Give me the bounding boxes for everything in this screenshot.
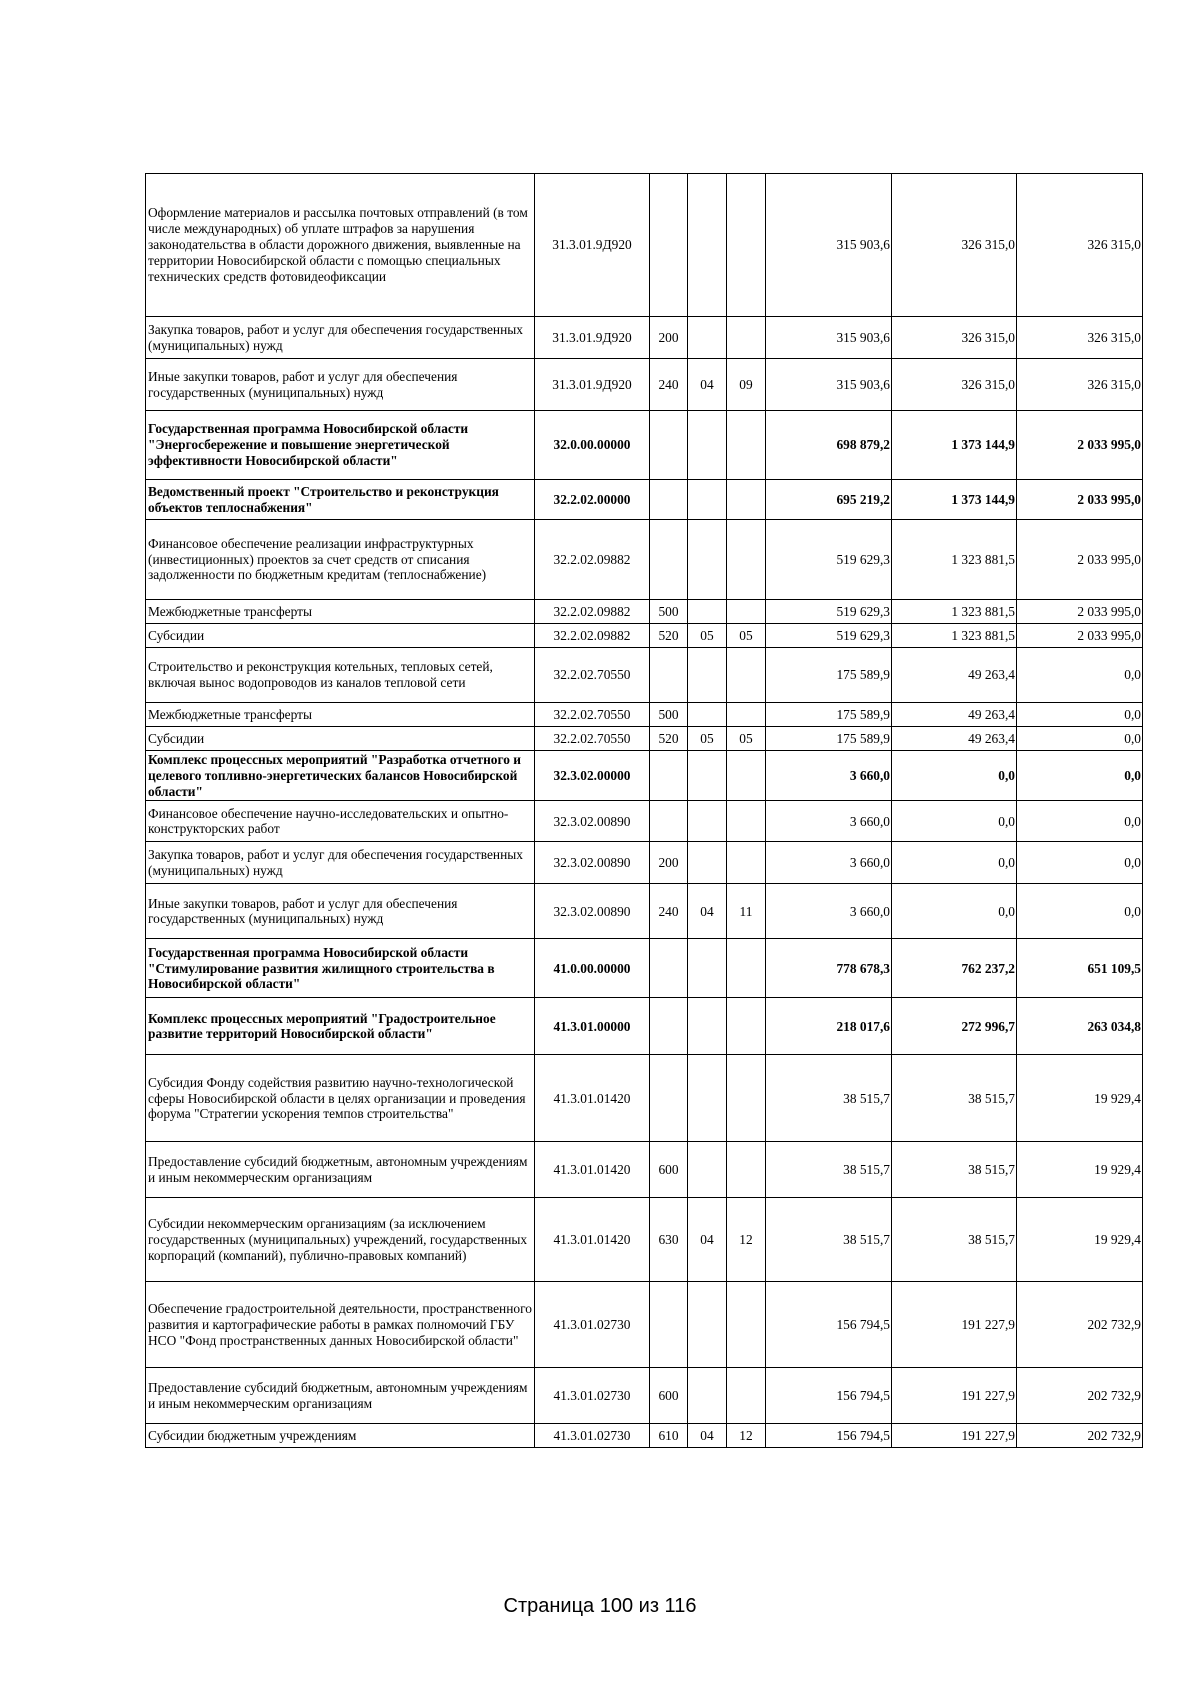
subsection-cell [727,1055,766,1142]
expense-type-cell: 500 [650,600,688,624]
expense-type-cell [650,1055,688,1142]
amount-year-3-cell: 326 315,0 [1017,359,1143,411]
amount-year-2-cell: 49 263,4 [892,727,1017,751]
expense-type-cell: 200 [650,842,688,884]
row-name-cell: Субсидии [146,727,535,751]
target-article-cell: 32.2.02.09882 [535,600,650,624]
row-name-cell: Межбюджетные трансферты [146,703,535,727]
amount-year-2-cell: 1 323 881,5 [892,520,1017,600]
subsection-cell: 12 [727,1198,766,1282]
amount-year-1-cell: 315 903,6 [766,174,892,317]
amount-year-3-cell: 2 033 995,0 [1017,411,1143,480]
amount-year-3-cell: 2 033 995,0 [1017,480,1143,520]
table-row [146,801,1143,842]
table-row [146,1424,1143,1448]
table-body [146,174,1143,1448]
subsection-cell: 05 [727,727,766,751]
target-article-cell: 32.2.02.70550 [535,648,650,703]
amount-year-1-cell: 175 589,9 [766,648,892,703]
section-cell [688,842,727,884]
subsection-cell [727,411,766,480]
amount-year-3-cell: 0,0 [1017,884,1143,939]
subsection-cell [727,480,766,520]
amount-year-2-cell: 38 515,7 [892,1198,1017,1282]
target-article-cell: 41.3.01.01420 [535,1055,650,1142]
amount-year-1-cell: 156 794,5 [766,1368,892,1424]
target-article-cell: 41.3.01.01420 [535,1198,650,1282]
table-row [146,520,1143,600]
amount-year-3-cell: 0,0 [1017,727,1143,751]
subsection-cell [727,703,766,727]
section-cell [688,648,727,703]
table-row [146,1198,1143,1282]
amount-year-2-cell: 0,0 [892,884,1017,939]
expense-type-cell [650,751,688,801]
section-cell [688,801,727,842]
section-cell: 04 [688,1424,727,1448]
subsection-cell [727,520,766,600]
amount-year-2-cell: 191 227,9 [892,1368,1017,1424]
subsection-cell: 12 [727,1424,766,1448]
amount-year-3-cell: 0,0 [1017,703,1143,727]
amount-year-2-cell: 49 263,4 [892,648,1017,703]
table-row [146,703,1143,727]
amount-year-2-cell: 1 323 881,5 [892,624,1017,648]
table-row [146,624,1143,648]
amount-year-1-cell: 156 794,5 [766,1424,892,1448]
amount-year-2-cell: 38 515,7 [892,1142,1017,1198]
budget-table [145,173,1143,1448]
row-name-cell: Субсидии некоммерческим организациям (за исключением государственных (муниципальных) учреждений, государственных корпораций (компаний), публично-правовых компаний) [146,1198,535,1282]
row-name-cell: Субсидия Фонду содействия развитию научно-технологической сферы Новосибирской области в целях организации и проведения форума "Стратегии ускорения темпов строительства" [146,1055,535,1142]
section-cell: 04 [688,884,727,939]
subsection-cell [727,1142,766,1198]
table-row [146,1055,1143,1142]
amount-year-1-cell: 218 017,6 [766,998,892,1055]
expense-type-cell: 240 [650,359,688,411]
section-cell: 04 [688,359,727,411]
subsection-cell: 11 [727,884,766,939]
amount-year-1-cell: 519 629,3 [766,624,892,648]
target-article-cell: 32.2.02.09882 [535,624,650,648]
amount-year-2-cell: 49 263,4 [892,703,1017,727]
expense-type-cell [650,648,688,703]
table-row [146,411,1143,480]
expense-type-cell [650,1282,688,1368]
table-row [146,174,1143,317]
expense-type-cell: 520 [650,624,688,648]
target-article-cell: 31.3.01.9Д920 [535,317,650,359]
expense-type-cell: 500 [650,703,688,727]
expense-type-cell: 200 [650,317,688,359]
table-row [146,648,1143,703]
table-row [146,751,1143,801]
row-name-cell: Закупка товаров, работ и услуг для обеспечения государственных (муниципальных) нужд [146,842,535,884]
target-article-cell: 32.3.02.00890 [535,801,650,842]
table-row [146,1142,1143,1198]
row-name-cell: Государственная программа Новосибирской области "Энергосбережение и повышение энергетической эффективности Новосибирской области" [146,411,535,480]
amount-year-2-cell: 0,0 [892,842,1017,884]
amount-year-1-cell: 519 629,3 [766,600,892,624]
amount-year-1-cell: 175 589,9 [766,703,892,727]
row-name-cell: Строительство и реконструкция котельных, тепловых сетей, включая вынос водопроводов из каналов тепловой сети [146,648,535,703]
target-article-cell: 32.2.02.09882 [535,520,650,600]
expense-type-cell: 600 [650,1142,688,1198]
amount-year-1-cell: 519 629,3 [766,520,892,600]
target-article-cell: 41.3.01.02730 [535,1424,650,1448]
amount-year-3-cell: 326 315,0 [1017,317,1143,359]
amount-year-1-cell: 3 660,0 [766,884,892,939]
amount-year-1-cell: 175 589,9 [766,727,892,751]
table-row [146,600,1143,624]
section-cell [688,751,727,801]
subsection-cell [727,600,766,624]
amount-year-2-cell: 1 373 144,9 [892,480,1017,520]
amount-year-2-cell: 1 323 881,5 [892,600,1017,624]
amount-year-1-cell: 778 678,3 [766,939,892,998]
amount-year-2-cell: 326 315,0 [892,359,1017,411]
row-name-cell: Иные закупки товаров, работ и услуг для обеспечения государственных (муниципальных) нужд [146,884,535,939]
amount-year-1-cell: 315 903,6 [766,359,892,411]
amount-year-3-cell: 2 033 995,0 [1017,520,1143,600]
amount-year-1-cell: 315 903,6 [766,317,892,359]
section-cell [688,1142,727,1198]
amount-year-3-cell: 0,0 [1017,751,1143,801]
amount-year-2-cell: 272 996,7 [892,998,1017,1055]
amount-year-1-cell: 695 219,2 [766,480,892,520]
amount-year-3-cell: 0,0 [1017,842,1143,884]
table-row [146,1282,1143,1368]
section-cell [688,520,727,600]
amount-year-3-cell: 19 929,4 [1017,1055,1143,1142]
row-name-cell: Субсидии бюджетным учреждениям [146,1424,535,1448]
row-name-cell: Государственная программа Новосибирской области "Стимулирование развития жилищного строительства в Новосибирской области" [146,939,535,998]
section-cell: 05 [688,624,727,648]
table-row [146,939,1143,998]
expense-type-cell: 600 [650,1368,688,1424]
target-article-cell: 32.0.00.00000 [535,411,650,480]
page-number-label: Страница 100 из 116 [503,1595,697,1617]
subsection-cell [727,317,766,359]
section-cell [688,998,727,1055]
table-row [146,842,1143,884]
amount-year-3-cell: 19 929,4 [1017,1142,1143,1198]
amount-year-2-cell: 191 227,9 [892,1424,1017,1448]
expense-type-cell: 610 [650,1424,688,1448]
amount-year-3-cell: 0,0 [1017,648,1143,703]
subsection-cell [727,751,766,801]
amount-year-2-cell: 326 315,0 [892,317,1017,359]
target-article-cell: 41.3.01.00000 [535,998,650,1055]
section-cell [688,480,727,520]
table-row [146,359,1143,411]
expense-type-cell: 630 [650,1198,688,1282]
section-cell [688,1055,727,1142]
subsection-cell [727,998,766,1055]
target-article-cell: 31.3.01.9Д920 [535,174,650,317]
section-cell [688,317,727,359]
amount-year-2-cell: 0,0 [892,751,1017,801]
expense-type-cell [650,411,688,480]
subsection-cell [727,939,766,998]
section-cell [688,411,727,480]
row-name-cell: Финансовое обеспечение научно-исследовательских и опытно-конструкторских работ [146,801,535,842]
target-article-cell: 41.3.01.02730 [535,1368,650,1424]
amount-year-1-cell: 38 515,7 [766,1055,892,1142]
amount-year-3-cell: 202 732,9 [1017,1424,1143,1448]
table-row [146,727,1143,751]
amount-year-2-cell: 0,0 [892,801,1017,842]
target-article-cell: 32.2.02.00000 [535,480,650,520]
target-article-cell: 32.3.02.00000 [535,751,650,801]
amount-year-3-cell: 202 732,9 [1017,1282,1143,1368]
amount-year-2-cell: 191 227,9 [892,1282,1017,1368]
amount-year-2-cell: 38 515,7 [892,1055,1017,1142]
expense-type-cell [650,939,688,998]
amount-year-1-cell: 3 660,0 [766,751,892,801]
section-cell: 04 [688,1198,727,1282]
table-row [146,317,1143,359]
amount-year-3-cell: 0,0 [1017,801,1143,842]
target-article-cell: 32.3.02.00890 [535,884,650,939]
table-row [146,1368,1143,1424]
row-name-cell: Иные закупки товаров, работ и услуг для обеспечения государственных (муниципальных) нужд [146,359,535,411]
subsection-cell: 09 [727,359,766,411]
subsection-cell [727,648,766,703]
section-cell [688,939,727,998]
expense-type-cell [650,998,688,1055]
section-cell [688,1282,727,1368]
row-name-cell: Предоставление субсидий бюджетным, автономным учреждениям и иным некоммерческим организациям [146,1368,535,1424]
row-name-cell: Предоставление субсидий бюджетным, автономным учреждениям и иным некоммерческим организациям [146,1142,535,1198]
amount-year-3-cell: 263 034,8 [1017,998,1143,1055]
amount-year-3-cell: 651 109,5 [1017,939,1143,998]
amount-year-1-cell: 698 879,2 [766,411,892,480]
amount-year-1-cell: 3 660,0 [766,842,892,884]
target-article-cell: 32.2.02.70550 [535,703,650,727]
target-article-cell: 41.3.01.02730 [535,1282,650,1368]
amount-year-3-cell: 326 315,0 [1017,174,1143,317]
target-article-cell: 32.2.02.70550 [535,727,650,751]
section-cell [688,174,727,317]
expense-type-cell [650,480,688,520]
row-name-cell: Закупка товаров, работ и услуг для обеспечения государственных (муниципальных) нужд [146,317,535,359]
table-row [146,480,1143,520]
target-article-cell: 41.3.01.01420 [535,1142,650,1198]
page-footer [0,1595,1200,1618]
row-name-cell: Комплекс процессных мероприятий "Разработка отчетного и целевого топливно-энергетических балансов Новосибирской области" [146,751,535,801]
amount-year-1-cell: 38 515,7 [766,1198,892,1282]
amount-year-2-cell: 762 237,2 [892,939,1017,998]
target-article-cell: 31.3.01.9Д920 [535,359,650,411]
expense-type-cell [650,801,688,842]
row-name-cell: Субсидии [146,624,535,648]
target-article-cell: 32.3.02.00890 [535,842,650,884]
table-row [146,884,1143,939]
expense-type-cell: 240 [650,884,688,939]
section-cell [688,703,727,727]
row-name-cell: Ведомственный проект "Строительство и реконструкция объектов теплоснабжения" [146,480,535,520]
expense-type-cell [650,174,688,317]
subsection-cell [727,1282,766,1368]
subsection-cell [727,1368,766,1424]
expense-type-cell: 520 [650,727,688,751]
amount-year-1-cell: 3 660,0 [766,801,892,842]
row-name-cell: Оформление материалов и рассылка почтовых отправлений (в том числе международных) об уплате штрафов за нарушения законодательства в области дорожного движения, выявленные на территории Новосибирской области с помощью специальных технических средств фотовидеофиксации [146,174,535,317]
section-cell: 05 [688,727,727,751]
amount-year-2-cell: 1 373 144,9 [892,411,1017,480]
subsection-cell [727,842,766,884]
subsection-cell: 05 [727,624,766,648]
row-name-cell: Финансовое обеспечение реализации инфраструктурных (инвестиционных) проектов за счет средств от списания задолженности по бюджетным кредитам (теплоснабжение) [146,520,535,600]
amount-year-1-cell: 38 515,7 [766,1142,892,1198]
amount-year-3-cell: 19 929,4 [1017,1198,1143,1282]
row-name-cell: Обеспечение градостроительной деятельности, пространственного развития и картографические работы в рамках полномочий ГБУ НСО "Фонд пространственных данных Новосибирской области" [146,1282,535,1368]
target-article-cell: 41.0.00.00000 [535,939,650,998]
amount-year-2-cell: 326 315,0 [892,174,1017,317]
row-name-cell: Межбюджетные трансферты [146,600,535,624]
amount-year-3-cell: 2 033 995,0 [1017,624,1143,648]
amount-year-3-cell: 2 033 995,0 [1017,600,1143,624]
section-cell [688,600,727,624]
section-cell [688,1368,727,1424]
expense-type-cell [650,520,688,600]
table-row [146,998,1143,1055]
amount-year-3-cell: 202 732,9 [1017,1368,1143,1424]
amount-year-1-cell: 156 794,5 [766,1282,892,1368]
subsection-cell [727,174,766,317]
row-name-cell: Комплекс процессных мероприятий "Градостроительное развитие территорий Новосибирской области" [146,998,535,1055]
subsection-cell [727,801,766,842]
